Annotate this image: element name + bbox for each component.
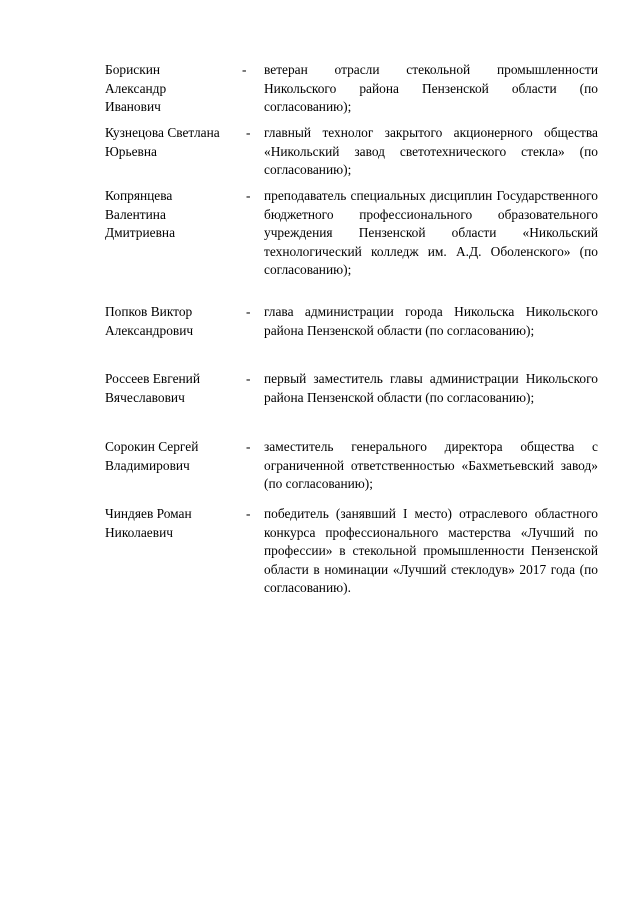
member-dash: -: [246, 304, 251, 319]
member-dash: -: [246, 506, 251, 521]
member-dash: -: [246, 439, 251, 454]
member-dash: -: [242, 62, 247, 77]
member-dash: -: [246, 125, 251, 140]
member-name: Копрянцева Валентина Дмитриевна: [105, 188, 176, 241]
member-description: преподаватель специальных дисциплин Государственного бюджетного профессионального образовательного учреждения Пензенской области «Никольский технологический колледж им. А.Д. Оболенского» (по согласованию);: [264, 188, 598, 278]
member-dash: -: [246, 188, 251, 203]
member-description: заместитель генерального директора общества с ограниченной ответственностью «Бахметьевский завод» (по согласованию);: [264, 439, 598, 492]
member-description: ветеран отрасли стекольной промышленности Никольского района Пензенской области (по согласованию);: [264, 62, 598, 115]
member-description: глава администрации города Никольска Никольского района Пензенской области (по согласованию);: [264, 304, 598, 338]
member-name: Попков Виктор Александрович: [105, 304, 194, 338]
member-description: первый заместитель главы администрации Никольского района Пензенской области (по согласованию);: [264, 371, 598, 405]
member-description: главный технолог закрытого акционерного общества «Никольский завод светотехнического стекла» (по согласованию);: [264, 125, 598, 178]
member-name: Сорокин Сергей Владимирович: [105, 439, 199, 473]
member-name: Чиндяев Роман Николаевич: [105, 506, 192, 540]
member-dash: -: [246, 371, 251, 386]
member-name: Борискин Александр Иванович: [105, 62, 167, 115]
member-name: Кузнецова Светлана Юрьевна: [105, 125, 220, 159]
member-name: Россеев Евгений Вячеславович: [105, 371, 201, 405]
member-description: победитель (занявший I место) отраслевого областного конкурса профессионального мастерства «Лучший по профессии» в стекольной промышленности Пензенской области в номинации «Лучший стеклодув» 2017 года (по согласованию).: [264, 506, 598, 596]
